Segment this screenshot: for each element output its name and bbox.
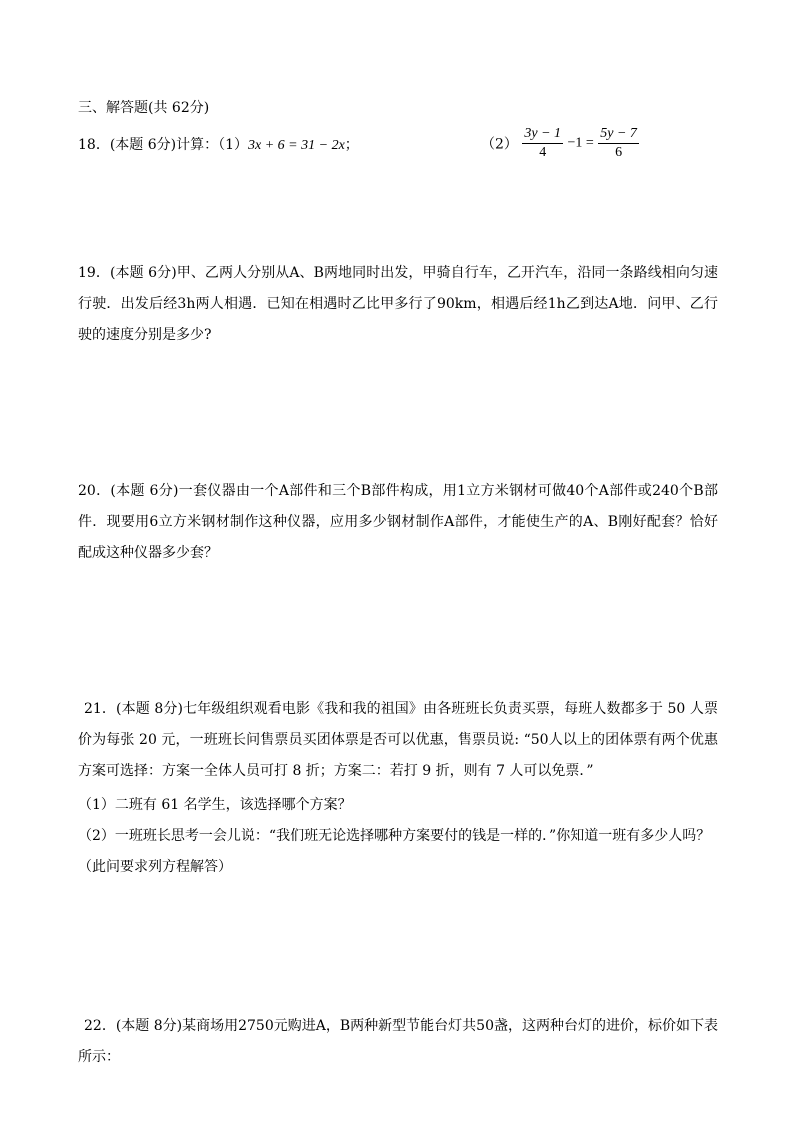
question-20: 20．(本题 6分)一套仪器由一个A部件和三个B部件构成，用1立方米钢材可做40个A部件或240个B部件．现要用6立方米钢材制作这种仪器，应用多少钢材制作A部件，才能使生产的A、B刚好配套？恰好配成这种仪器多少套？ [78,483,718,561]
q18-fraction-1 [522,126,563,161]
q18-fraction-2 [598,126,639,161]
question-21-sub-3: （此问要求列方程解答） [78,859,232,875]
section-title: 三、解答题(共 62分) [78,100,210,116]
q18-part2 [481,126,639,161]
question-21-sub-1: （1）二班有 61 名学生，该选择哪个方案？ [78,797,352,813]
q18-fraction-1-numerator: 3y − 1 [522,126,563,144]
q18-fraction-2-numerator: 5y − 7 [598,126,639,144]
question-19: 19．(本题 6分)甲、乙两人分别从A、B两地同时出发，甲骑自行车，乙开汽车，沿同一条路线相向匀速行驶．出发后经3h两人相遇．已知在相遇时乙比甲多行了90km，相遇后经1h乙到达A地．问甲、乙行驶的速度分别是多少? [78,265,718,343]
question-21: 21．(本题 8分)七年级组织观看电影《我和我的祖国》由各班班长负责买票，每班人数都多于 50 人票价为每张 20 元，一班班长问售票员买团体票是否可以优惠，售票员说: “50人以上的团体票有两个优惠方案可选择：方案一全体人员可打 8 折；方案二：若打 9 折，则有 7 人可以免票．” [78,701,718,779]
q18-separator: ； [344,137,359,153]
q18-part2-label: （2） [481,136,518,153]
question-22: 22．(本题 8分)某商场用2750元购进A，B两种新型节能台灯共50盏，这两种台灯的进价，标价如下表所示： [78,1018,718,1065]
q18-minus-one: −1 = [567,135,594,151]
q18-part1 [78,134,359,154]
question-21-sub-2: （2）一班班长思考一会儿说：“我们班无论选择哪种方案要付的钱是一样的．”你知道一班有多少人吗？ [78,828,711,844]
q18-fraction-2-denominator: 6 [615,145,623,160]
q18-equation-1: 3x + 6 = 31 − 2x [248,138,345,153]
q18-prefix: 18．(本题 6分)计算：（1） [78,137,249,153]
question-18 [78,126,718,162]
q18-fraction-1-denominator: 4 [539,145,547,160]
